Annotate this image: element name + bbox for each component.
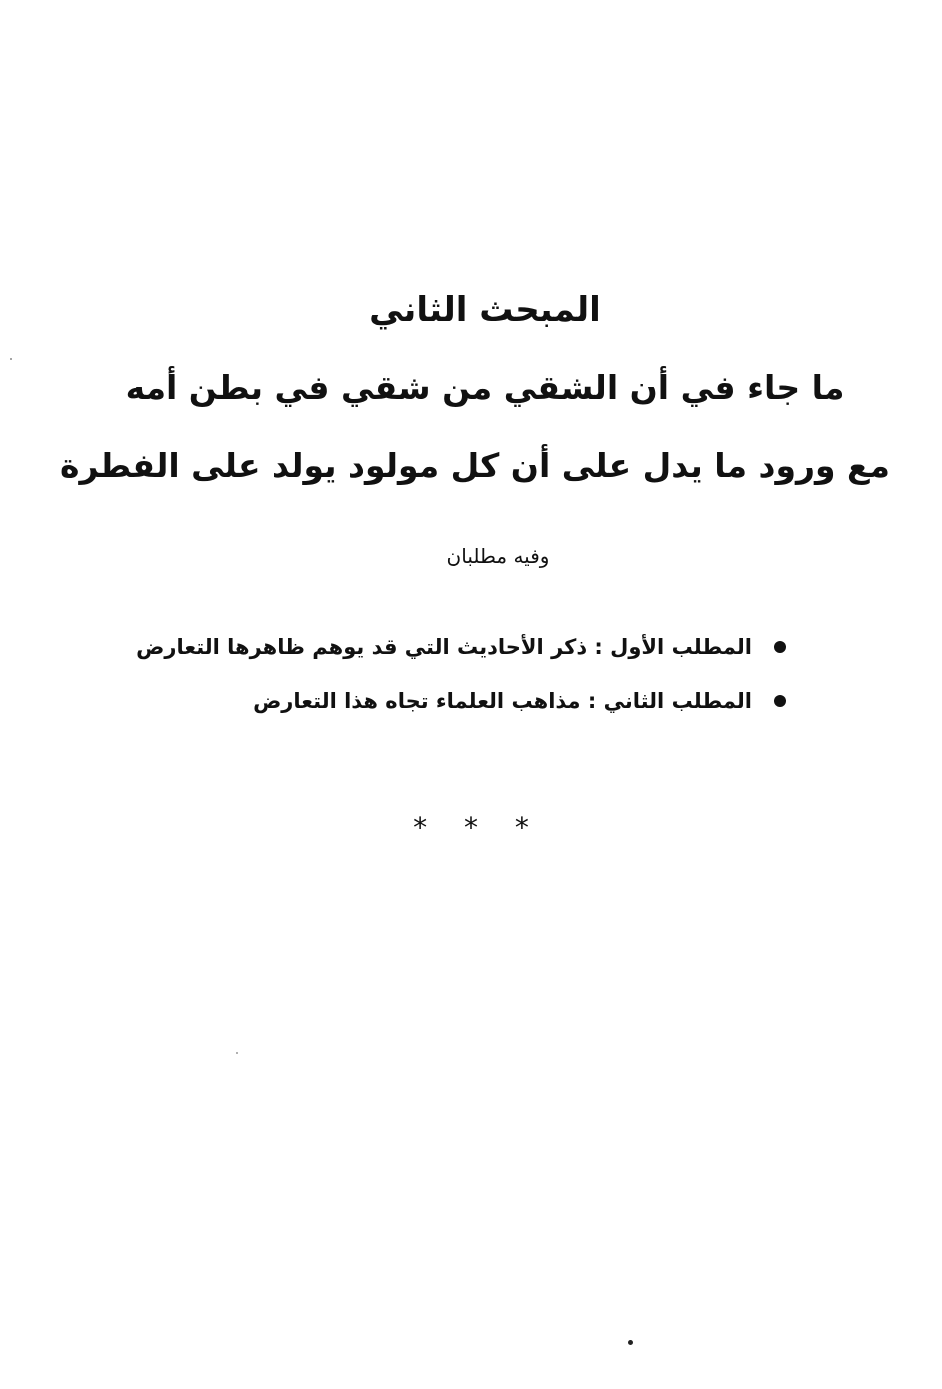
asterisk: * — [413, 811, 428, 844]
scan-speck — [628, 1340, 633, 1345]
toc-item — [146, 674, 786, 728]
toc-item-label: المطلب الأول : ذكر الأحاديث التي قد يوهم ظاهرها التعارض — [136, 635, 752, 659]
table-of-contents — [136, 620, 786, 728]
scan-speck — [236, 1052, 238, 1054]
toc-item — [136, 620, 786, 674]
scan-speck — [10, 358, 12, 360]
bullet-icon — [774, 695, 786, 707]
asterisk: * — [514, 811, 529, 844]
section-separator — [0, 808, 942, 848]
bullet-icon — [774, 641, 786, 653]
chapter-subtitle-line-1: ما جاء في أن الشقي من شقي في بطن أمه — [125, 368, 845, 407]
asterisk: * — [464, 811, 478, 844]
chapter-title: المبحث الثاني — [369, 290, 601, 330]
toc-item-label: المطلب الثاني : مذاهب العلماء تجاه هذا التعارض — [253, 689, 752, 713]
sections-intro: وفيه مطلبان — [446, 544, 550, 568]
chapter-subtitle-line-2: مع ورود ما يدل على أن كل مولود يولد على الفطرة — [60, 446, 890, 485]
